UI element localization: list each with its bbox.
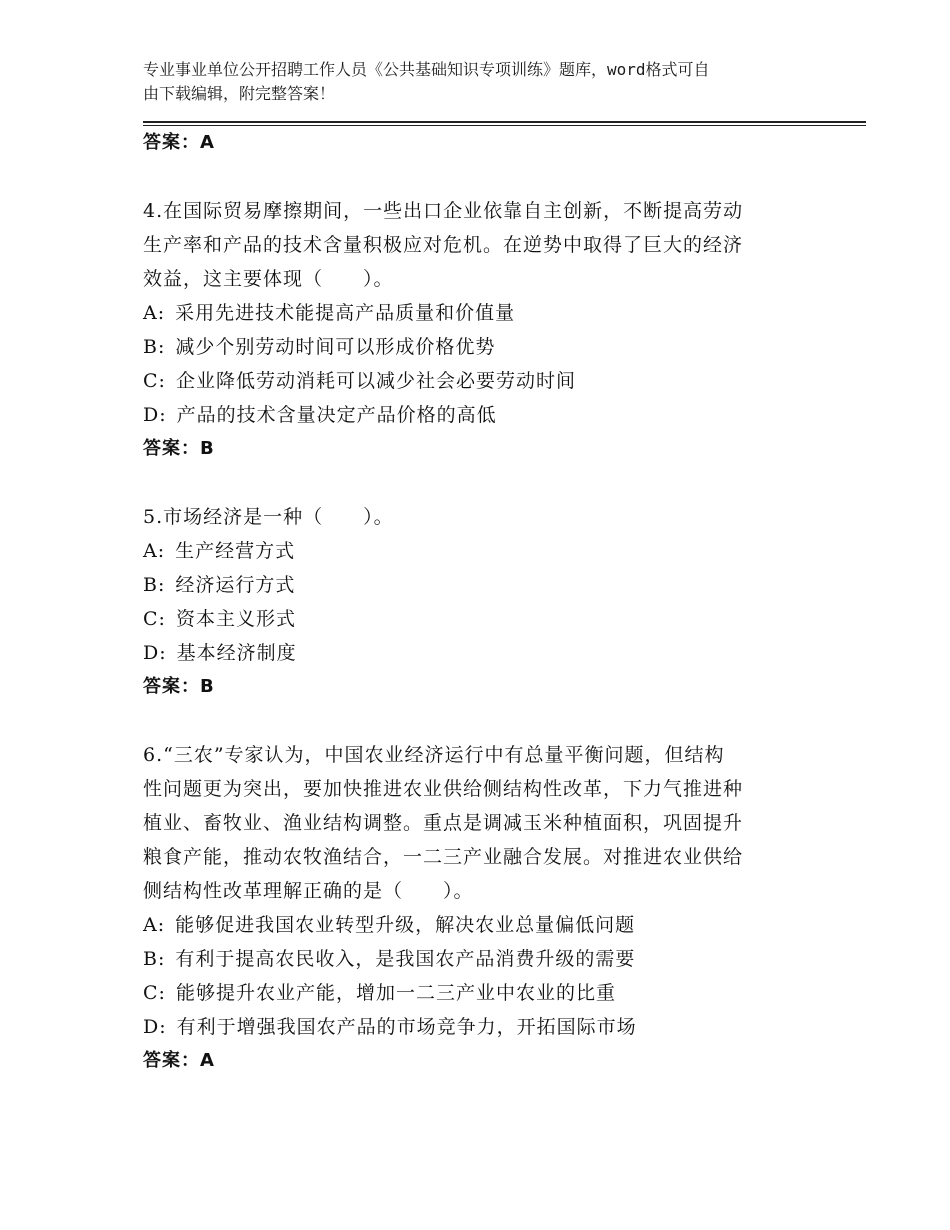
question-block (143, 500, 843, 704)
header-line-1: 专业事业单位公开招聘工作人员《公共基础知识专项训练》题库，word格式可自 (143, 60, 710, 79)
option-text: 能够提升农业产能，增加一二三产业中农业的比重 (175, 982, 616, 1004)
question-stem-line: 4.在国际贸易摩擦期间，一些出口企业依靠自主创新，不断提高劳动 (143, 200, 744, 222)
answer-line (143, 1044, 843, 1078)
answer-value: A (200, 1050, 215, 1071)
question-block (143, 194, 843, 466)
option-letter: A: (143, 914, 166, 936)
answer-option (143, 908, 843, 942)
answer-line (143, 126, 843, 160)
option-letter: A: (143, 540, 166, 562)
option-text: 企业降低劳动消耗可以减少社会必要劳动时间 (175, 370, 576, 392)
question-block (143, 738, 843, 1078)
answer-option (143, 602, 843, 636)
answer-label: 答案： (143, 676, 200, 697)
option-text: 有利于提高农民收入，是我国农产品消费升级的需要 (175, 948, 636, 970)
answer-label: 答案： (143, 132, 200, 153)
answer-line (143, 670, 843, 704)
answer-value: B (200, 438, 215, 459)
answer-label: 答案： (143, 1050, 200, 1071)
question-list (143, 126, 843, 1078)
option-letter: C: (143, 370, 166, 392)
option-text: 基本经济制度 (176, 642, 297, 664)
answer-line (143, 432, 843, 466)
answer-value: B (200, 676, 215, 697)
question-stem-line: 植业、畜牧业、渔业结构调整。重点是调减玉米种植面积，巩固提升 (143, 812, 744, 834)
question-stem-line: 生产率和产品的技术含量积极应对危机。在逆势中取得了巨大的经济 (143, 234, 744, 256)
option-text: 生产经营方式 (175, 540, 296, 562)
question-stem-line: 6.“三农”专家认为，中国农业经济运行中有总量平衡问题，但结构 (143, 744, 725, 766)
option-letter: B: (143, 336, 166, 358)
answer-option (143, 330, 843, 364)
question-stem-line: 性问题更为突出，要加快推进农业供给侧结构性改革，下力气推进种 (143, 778, 744, 800)
answer-option (143, 296, 843, 330)
option-letter: C: (143, 982, 166, 1004)
option-letter: A: (143, 302, 166, 324)
option-letter: D: (143, 642, 167, 664)
answer-option (143, 942, 843, 976)
question-stem-line: 5.市场经济是一种（ ）。 (143, 506, 394, 528)
option-letter: D: (143, 1016, 167, 1038)
option-text: 采用先进技术能提高产品质量和价值量 (175, 302, 516, 324)
answer-option (143, 976, 843, 1010)
question-stem-line: 侧结构性改革理解正确的是（ ）。 (143, 880, 474, 902)
option-text: 资本主义形式 (175, 608, 296, 630)
answer-value: A (200, 132, 215, 153)
question-stem-line: 粮食产能，推动农牧渔结合，一二三产业融合发展。对推进农业供给 (143, 846, 744, 868)
option-text: 产品的技术含量决定产品价格的高低 (176, 404, 497, 426)
answer-option (143, 364, 843, 398)
answer-option (143, 568, 843, 602)
page-header (143, 58, 823, 106)
answer-option (143, 398, 843, 432)
answer-option (143, 1010, 843, 1044)
option-letter: D: (143, 404, 167, 426)
answer-option (143, 636, 843, 670)
option-text: 经济运行方式 (175, 574, 296, 596)
option-text: 减少个别劳动时间可以形成价格优势 (175, 336, 496, 358)
option-text: 有利于增强我国农产品的市场竞争力，开拓国际市场 (176, 1016, 637, 1038)
header-line-2: 由下载编辑，附完整答案！ (143, 84, 336, 103)
option-letter: C: (143, 608, 166, 630)
option-letter: B: (143, 948, 166, 970)
option-letter: B: (143, 574, 166, 596)
answer-label: 答案： (143, 438, 200, 459)
question-stem-line: 效益，这主要体现（ ）。 (143, 268, 394, 290)
answer-option (143, 534, 843, 568)
option-text: 能够促进我国农业转型升级，解决农业总量偏低问题 (175, 914, 636, 936)
